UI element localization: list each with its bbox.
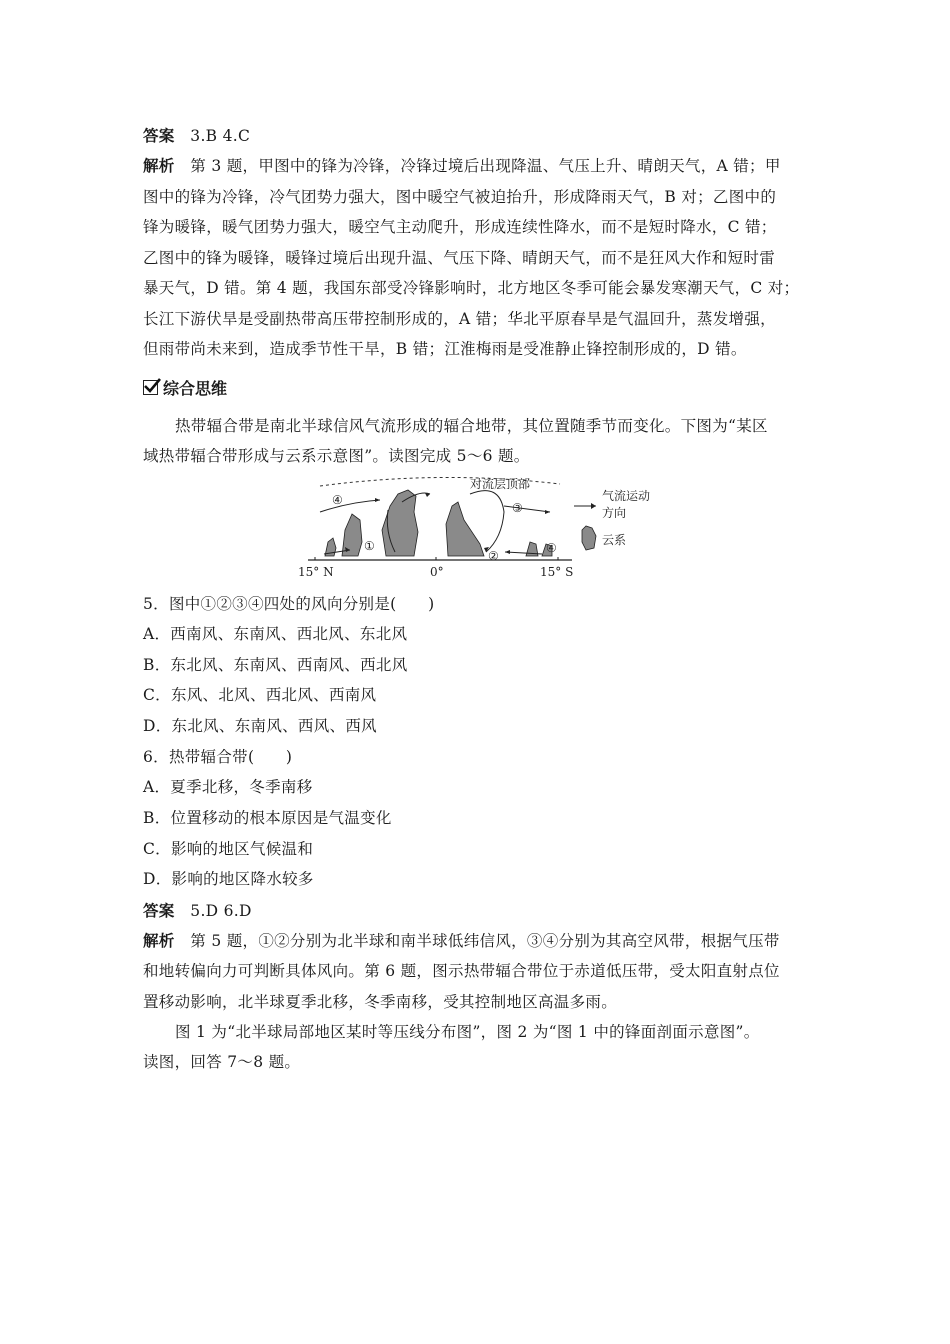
analysis-line: 暴天气，D 错。第 4 题，我国东部受冷锋影响时，北方地区冬季可能会暴发寒潮天气，C 对； <box>143 279 800 297</box>
analysis-label: 解析 <box>143 156 175 175</box>
cloud-shape <box>342 514 362 556</box>
q6-option-c[interactable]: C．影响的地区气候温和 <box>143 840 314 858</box>
marker-4-south: ④ <box>546 541 557 555</box>
analysis-label: 解析 <box>143 931 175 950</box>
intro-line: 域热带辐合带形成与云系示意图”。读图完成 5～6 题。 <box>143 447 530 465</box>
section-title: 综合思维 <box>163 378 228 398</box>
tropopause-label: 对流层顶部 <box>470 477 531 491</box>
q6-option-d[interactable]: D．影响的地区降水较多 <box>143 870 314 888</box>
answer-label: 答案 <box>143 126 175 145</box>
answer-text: 5.D 6.D <box>190 902 252 920</box>
analysis-line: 和地转偏向力可判断具体风向。第 6 题，图示热带辐合带位于赤道低压带，受太阳直射点位 <box>143 962 780 980</box>
axis-label-15s: 15° S <box>540 565 574 579</box>
itcz-diagram <box>290 472 670 584</box>
analysis-line: 置移动影响，北半球夏季北移，冬季南移，受其控制地区高温多雨。 <box>143 993 618 1011</box>
analysis-text: 第 3 题，甲图中的锋为冷锋，冷锋过境后出现降温、气压上升、晴朗天气，A 错；甲 <box>190 157 781 175</box>
answer-line-1 <box>143 126 823 146</box>
question-5-stem: 5．图中①②③④四处的风向分别是( ) <box>143 595 435 613</box>
intro-line: 热带辐合带是南北半球信风气流形成的辐合地带，其位置随季节而变化。下图为“某区 <box>175 417 768 435</box>
marker-4-north: ④ <box>332 493 343 507</box>
q5-option-d[interactable]: D．东北风、东南风、西风、西风 <box>143 717 377 735</box>
answer-text: 3.B 4.C <box>190 127 251 145</box>
q6-option-b[interactable]: B．位置移动的根本原因是气温变化 <box>143 809 392 827</box>
analysis-line: 锋为暖锋，暖气团势力强大，暖空气主动爬升，形成连续性降水，而不是短时降水，C 错； <box>143 218 777 236</box>
axis-label-0: 0° <box>430 565 444 579</box>
analysis-line: 乙图中的锋为暖锋，暖锋过境后出现升温、气压下降、晴朗天气，而不是狂风大作和短时雷 <box>143 249 776 267</box>
question-6-stem: 6．热带辐合带( ) <box>143 748 293 766</box>
q5-option-a[interactable]: A．西南风、东南风、西北风、东北风 <box>143 625 408 643</box>
answer-label: 答案 <box>143 901 175 920</box>
analysis-line <box>143 156 823 176</box>
analysis-line <box>143 931 823 951</box>
outro-line: 读图，回答 7～8 题。 <box>143 1053 301 1071</box>
cloud-shape <box>446 502 484 556</box>
analysis-line: 图中的锋为冷锋，冷气团势力强大，图中暖空气被迫抬升，形成降雨天气，B 对；乙图中的 <box>143 188 777 206</box>
marker-3: ③ <box>512 501 523 515</box>
analysis-text: 第 5 题，①②分别为北半球和南半球低纬信风，③④分别为其高空风带，根据气压带 <box>190 932 780 950</box>
q5-option-b[interactable]: B．东北风、东南风、西南风、西北风 <box>143 656 408 674</box>
outro-line: 图 1 为“北半球局部地区某时等压线分布图”，图 2 为“图 1 中的锋面剖面示意图”。 <box>175 1023 760 1041</box>
answer-line-2 <box>143 901 823 921</box>
marker-2: ② <box>488 549 499 563</box>
section-header <box>143 376 227 398</box>
checkbox-check-icon <box>143 380 158 395</box>
legend-arrow-label-2: 方向 <box>602 506 627 520</box>
legend-cloud-label: 云系 <box>602 533 627 547</box>
axis-label-15n: 15° N <box>298 565 334 579</box>
analysis-line: 长江下游伏旱是受副热带高压带控制形成的，A 错；华北平原春旱是气温回升，蒸发增强， <box>143 310 776 328</box>
analysis-line: 但雨带尚未来到，造成季节性干旱，B 错；江淮梅雨是受准静止锋控制形成的，D 错。 <box>143 340 747 358</box>
legend-cloud-icon <box>582 526 596 550</box>
q6-option-a[interactable]: A．夏季北移，冬季南移 <box>143 778 313 796</box>
q5-option-c[interactable]: C．东风、北风、西北风、西南风 <box>143 686 377 704</box>
legend-arrow-label: 气流运动 <box>602 489 651 503</box>
marker-1: ① <box>364 539 375 553</box>
